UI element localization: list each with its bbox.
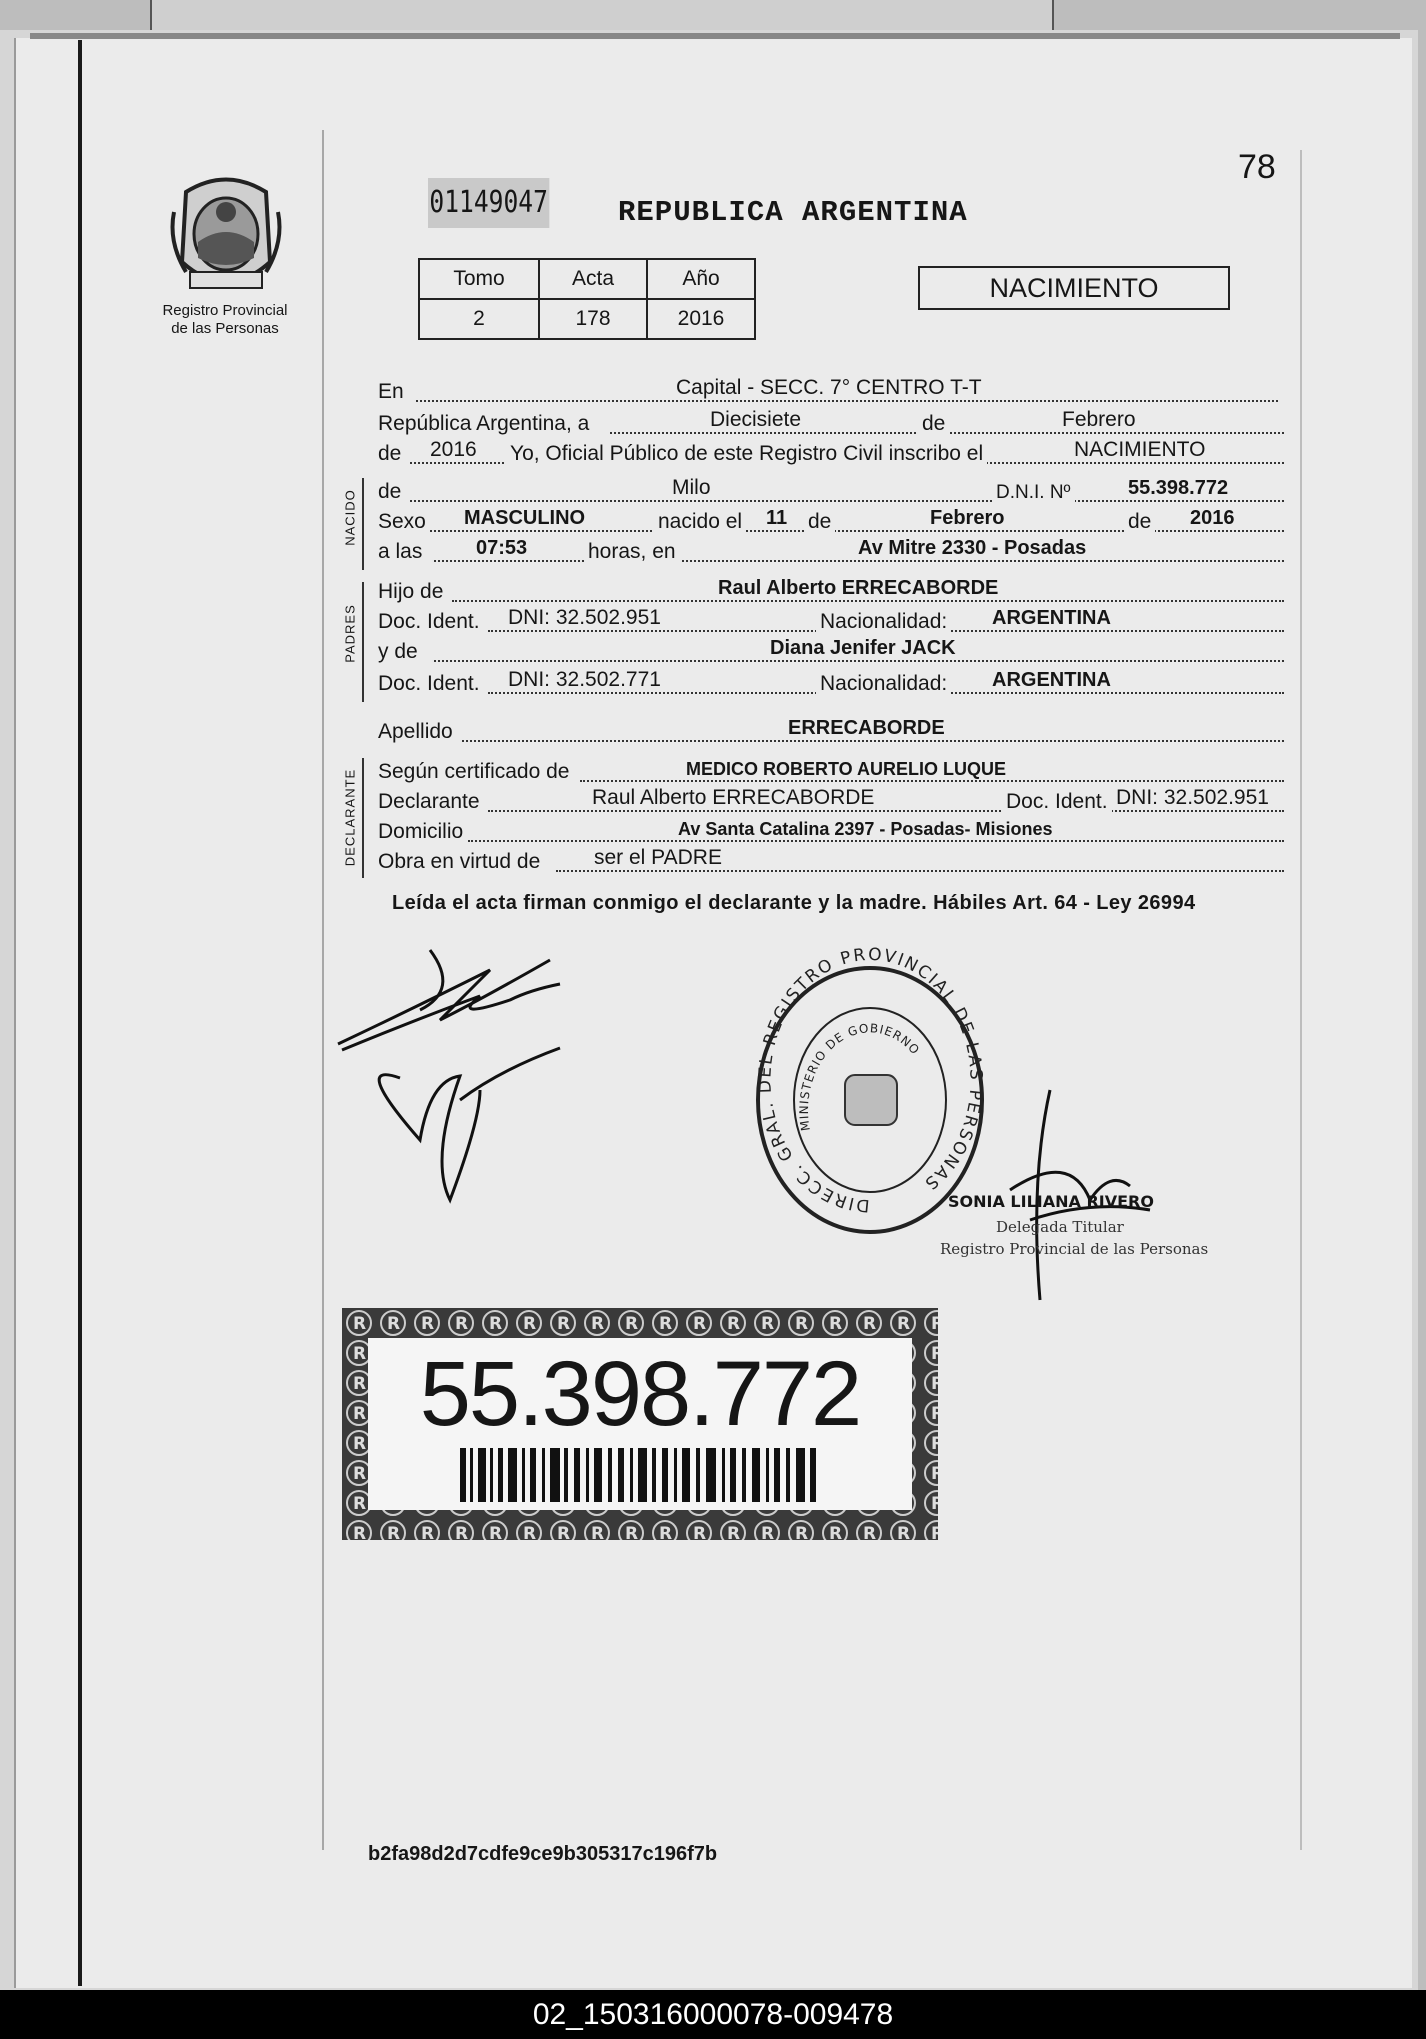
mother-signature-icon — [379, 1048, 560, 1200]
value-obra: ser el PADRE — [594, 846, 722, 869]
label-de: de — [918, 412, 949, 436]
value-certificado: MEDICO ROBERTO AURELIO LUQUE — [686, 759, 1007, 779]
dotted-line — [452, 600, 1284, 602]
form-row-padre — [376, 576, 1280, 606]
file-hash: b2fa98d2d7cdfe9ce9b305317c196f7b — [368, 1843, 718, 1865]
section-bar-nacido — [362, 478, 364, 570]
value-apellido: ERRECABORDE — [788, 717, 945, 739]
id-number-sticker — [342, 1308, 938, 1540]
label-inscribo: Yo, Oficial Público de este Registro Civil inscribo el — [506, 442, 987, 466]
declarant-signature-icon — [338, 950, 560, 1050]
label-nacido-el: nacido el — [654, 510, 746, 534]
footer-filename-bar — [0, 1990, 1426, 2039]
dotted-line — [434, 660, 1284, 662]
form-row-certificado — [376, 756, 1280, 786]
form-row-obra — [376, 846, 1280, 876]
registry-label-line2: de las Personas — [171, 320, 279, 337]
page-number: 78 — [1238, 148, 1276, 186]
paper-edge-top — [150, 0, 1054, 34]
value-mes: Febrero — [1062, 408, 1136, 431]
footer-filename: 02_150316000078-009478 — [532, 1998, 894, 2031]
form-row-hora — [376, 536, 1280, 566]
value-dni: 55.398.772 — [1128, 477, 1229, 499]
label-y-de: y de — [378, 640, 422, 664]
officer-name: SONIA LILIANA RIVERO — [948, 1192, 1154, 1211]
label-declarante: Declarante — [378, 790, 484, 814]
value-madre-doc: DNI: 32.502.771 — [508, 668, 661, 691]
sticker-label — [368, 1338, 912, 1510]
signatures-and-stamp — [330, 900, 1310, 1330]
registry-header-anio: Año — [647, 259, 755, 299]
label-certificado: Según certificado de — [378, 760, 573, 784]
registry-table — [418, 258, 756, 340]
official-stamp-icon — [755, 945, 985, 1232]
form-row-declarante — [376, 786, 1280, 816]
label-de-anio: de — [378, 442, 405, 466]
section-label-nacido: NACIDO — [342, 489, 358, 546]
label-domicilio: Domicilio — [378, 820, 467, 844]
form-row-madre — [376, 636, 1280, 666]
dotted-line — [580, 780, 1284, 782]
section-label-padres: PADRES — [342, 604, 358, 663]
registry-label-line1: Registro Provincial — [162, 302, 288, 319]
value-nac-anio: 2016 — [1190, 507, 1235, 529]
label-hijo-de: Hijo de — [378, 580, 447, 604]
form-row-lugar — [376, 376, 1280, 406]
label-nacionalidad-madre: Nacionalidad: — [816, 672, 951, 696]
label-de-mes: de — [804, 510, 835, 534]
value-sexo: MASCULINO — [464, 507, 586, 529]
form-row-nombre — [376, 476, 1280, 506]
coat-of-arms-icon — [166, 172, 286, 302]
value-declarante: Raul Alberto ERRECABORDE — [592, 786, 875, 809]
value-nombre: Milo — [672, 476, 711, 499]
dotted-line — [556, 870, 1284, 872]
officer-role: Delegada Titular — [996, 1218, 1124, 1236]
value-lugar-nacimiento: Av Mitre 2330 - Posadas — [858, 537, 1087, 559]
frame-divider — [322, 130, 324, 1850]
value-domicilio: Av Santa Catalina 2397 - Posadas- Misiones — [678, 819, 1053, 839]
form-row-padre-doc — [376, 606, 1280, 636]
form-row-apellido — [376, 716, 1280, 746]
dotted-line — [488, 810, 1284, 812]
serial-number: 01149047 — [428, 178, 549, 228]
label-horas-en: horas, en — [584, 540, 680, 564]
value-dia: Diecisiete — [710, 408, 802, 431]
barcode-icon — [460, 1448, 820, 1502]
registry-value-tomo: 2 — [419, 299, 539, 339]
value-padre-nacionalidad: ARGENTINA — [992, 607, 1111, 629]
label-dni: D.N.I. Nº — [992, 482, 1075, 504]
value-madre: Diana Jenifer JACK — [770, 637, 956, 659]
registry-header-acta: Acta — [539, 259, 647, 299]
stamp-ring-text: DIRECC. GRAL. DEL REGISTRO PROVINCIAL DE LAS PERSONAS — [755, 944, 986, 1216]
label-obra: Obra en virtud de — [378, 850, 544, 874]
stamp-inner-text: MINISTERIO DE GOBIERNO — [796, 1021, 923, 1132]
form-row-domicilio — [376, 816, 1280, 846]
label-nacionalidad-padre: Nacionalidad: — [816, 610, 951, 634]
label-doc-declarante: Doc. Ident. — [1002, 790, 1112, 814]
label-doc-padre: Doc. Ident. — [378, 610, 484, 634]
form-row-inscripcion — [376, 438, 1280, 468]
value-madre-nacionalidad: ARGENTINA — [992, 669, 1111, 691]
dotted-line — [462, 740, 1284, 742]
form-row-madre-doc — [376, 668, 1280, 698]
event-type-box: NACIMIENTO — [918, 266, 1230, 310]
section-label-declarante: DECLARANTE — [342, 768, 358, 867]
value-lugar-registro: Capital - SECC. 7° CENTRO T-T — [676, 376, 982, 399]
form-row-sexo — [376, 506, 1280, 536]
label-de-anio-nac: de — [1124, 510, 1155, 534]
label-republica: República Argentina, a — [378, 412, 590, 435]
registry-value-anio: 2016 — [647, 299, 755, 339]
value-padre-doc: DNI: 32.502.951 — [508, 606, 661, 629]
id-number: 55.398.772 — [419, 1343, 861, 1445]
value-nac-dia: 11 — [766, 507, 788, 529]
label-sexo: Sexo — [378, 510, 430, 534]
label-apellido: Apellido — [378, 720, 457, 744]
dotted-line — [468, 840, 1284, 842]
label-a-las: a las — [378, 540, 426, 564]
dotted-line — [434, 560, 1284, 562]
country-title: REPUBLICA ARGENTINA — [618, 196, 968, 229]
paper-top-edge — [30, 33, 1400, 39]
value-anio: 2016 — [430, 438, 477, 461]
registry-value-acta: 178 — [539, 299, 647, 339]
label-nombre: de — [378, 480, 405, 504]
value-padre: Raul Alberto ERRECABORDE — [718, 577, 999, 599]
registry-label — [150, 302, 300, 338]
value-evento: NACIMIENTO — [1074, 438, 1206, 461]
registry-header-tomo: Tomo — [419, 259, 539, 299]
label-en: En — [378, 380, 404, 403]
value-nac-mes: Febrero — [930, 507, 1005, 529]
value-declarante-doc: DNI: 32.502.951 — [1116, 786, 1269, 809]
binding-line — [78, 40, 82, 1986]
section-bar-padres — [362, 582, 364, 702]
form-row-fecha — [376, 408, 1280, 438]
section-bar-declarante — [362, 758, 364, 878]
dotted-line — [410, 500, 1284, 502]
legal-note: Leída el acta firman conmigo el declarante y la madre. Hábiles Art. 64 - Ley 26994 — [392, 892, 1196, 914]
value-hora: 07:53 — [476, 537, 528, 559]
dotted-line — [416, 400, 1278, 402]
officer-office: Registro Provincial de las Personas — [940, 1240, 1209, 1258]
label-doc-madre: Doc. Ident. — [378, 672, 484, 696]
